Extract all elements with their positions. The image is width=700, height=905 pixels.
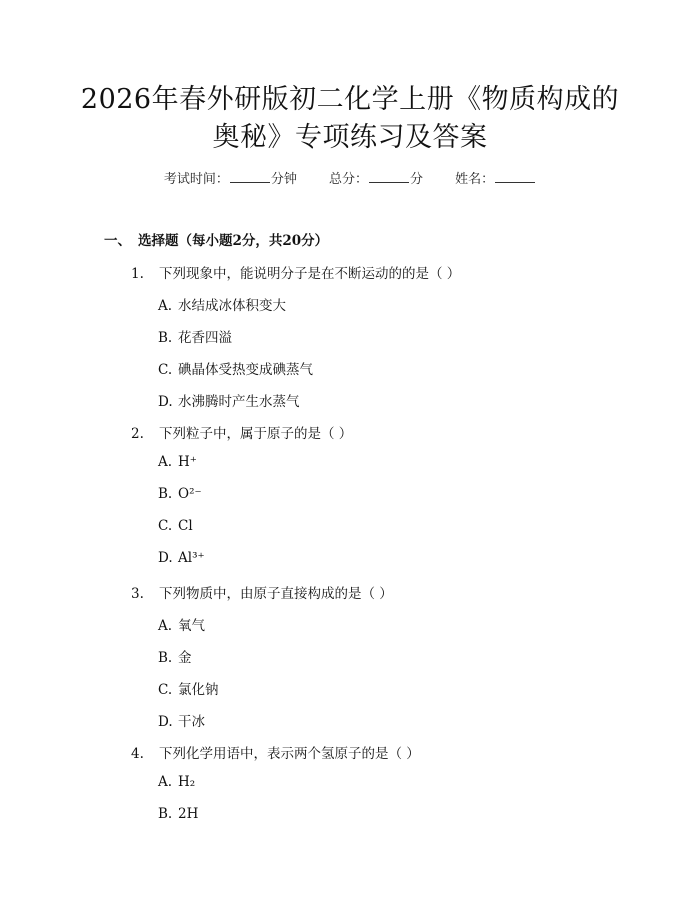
- option-1c: [158, 358, 313, 378]
- total-score-blank[interactable]: [369, 170, 409, 183]
- option-text: 花香四溢: [178, 330, 232, 346]
- option-1a: [158, 294, 286, 314]
- student-name-label: 姓名：: [455, 172, 495, 187]
- question-text: 下列现象中，能说明分子是在不断运动的的是（ ）: [159, 266, 461, 282]
- option-3a: [158, 614, 205, 634]
- option-letter: C.: [158, 362, 173, 378]
- option-2a: [158, 454, 197, 470]
- option-text: 水结成冰体积变大: [178, 298, 286, 314]
- option-letter: C.: [158, 682, 173, 698]
- question-text: 下列化学用语中，表示两个氢原子的是（ ）: [159, 746, 420, 762]
- exam-time-blank[interactable]: [230, 170, 270, 183]
- option-letter: D.: [158, 550, 173, 566]
- question-number: 1.: [131, 266, 144, 282]
- option-text: 干冰: [178, 714, 205, 730]
- option-letter: D.: [158, 394, 173, 410]
- question-text: 下列物质中，由原子直接构成的是（ ）: [159, 586, 393, 602]
- section-number: 一、: [104, 233, 131, 249]
- option-letter: B.: [158, 650, 173, 666]
- question-text: 下列粒子中，属于原子的是（ ）: [159, 426, 353, 442]
- total-score-label: 总分：: [328, 172, 368, 187]
- option-letter: C.: [158, 518, 173, 534]
- option-text: 金: [178, 650, 192, 666]
- option-text: H₂: [178, 774, 196, 790]
- option-text: 水沸腾时产生水蒸气: [178, 394, 300, 410]
- section-heading: [104, 229, 328, 249]
- option-text: 氯化钠: [178, 682, 219, 698]
- question-4: [131, 742, 420, 762]
- student-name: [455, 168, 536, 187]
- option-4a: [158, 774, 195, 790]
- question-1: [131, 262, 460, 282]
- exam-time-label: 考试时间：: [163, 172, 229, 187]
- option-text: H⁺: [178, 454, 197, 470]
- option-letter: A.: [158, 774, 173, 790]
- option-3d: [158, 710, 205, 730]
- option-text: 2H: [178, 806, 199, 822]
- document-title-line-2: 奥秘》专项练习及答案: [212, 122, 488, 153]
- exam-time: [164, 168, 297, 187]
- option-letter: B.: [158, 486, 173, 502]
- option-2d: [158, 550, 205, 566]
- section-title: 选择题（每小题2分，共20分）: [138, 233, 329, 249]
- option-text: 氧气: [178, 618, 205, 634]
- option-text: O²⁻: [178, 486, 202, 502]
- option-text: Al³⁺: [178, 550, 205, 566]
- option-letter: D.: [158, 714, 173, 730]
- document-title-line-1: 2026年春外研版初二化学上册《物质构成的: [80, 84, 620, 115]
- option-2c: [158, 518, 193, 534]
- option-3c: [158, 678, 219, 698]
- total-score-unit: 分: [410, 172, 424, 187]
- option-text: 碘晶体受热变成碘蒸气: [178, 362, 313, 378]
- option-text: Cl: [178, 518, 193, 534]
- option-letter: A.: [158, 454, 173, 470]
- option-4b: [158, 806, 198, 822]
- option-1b: [158, 326, 232, 346]
- option-1d: [158, 390, 300, 410]
- student-name-blank[interactable]: [495, 170, 535, 183]
- question-3: [131, 582, 393, 602]
- question-2: [131, 422, 352, 442]
- exam-time-unit: 分钟: [270, 172, 297, 187]
- question-number: 2.: [131, 426, 144, 442]
- question-number: 4.: [131, 746, 144, 762]
- option-letter: B.: [158, 806, 173, 822]
- exam-info-line: [0, 168, 700, 187]
- question-number: 3.: [131, 586, 144, 602]
- total-score: [329, 168, 423, 187]
- option-letter: A.: [158, 298, 173, 314]
- option-letter: A.: [158, 618, 173, 634]
- option-3b: [158, 646, 192, 666]
- option-2b: [158, 486, 202, 502]
- option-letter: B.: [158, 330, 173, 346]
